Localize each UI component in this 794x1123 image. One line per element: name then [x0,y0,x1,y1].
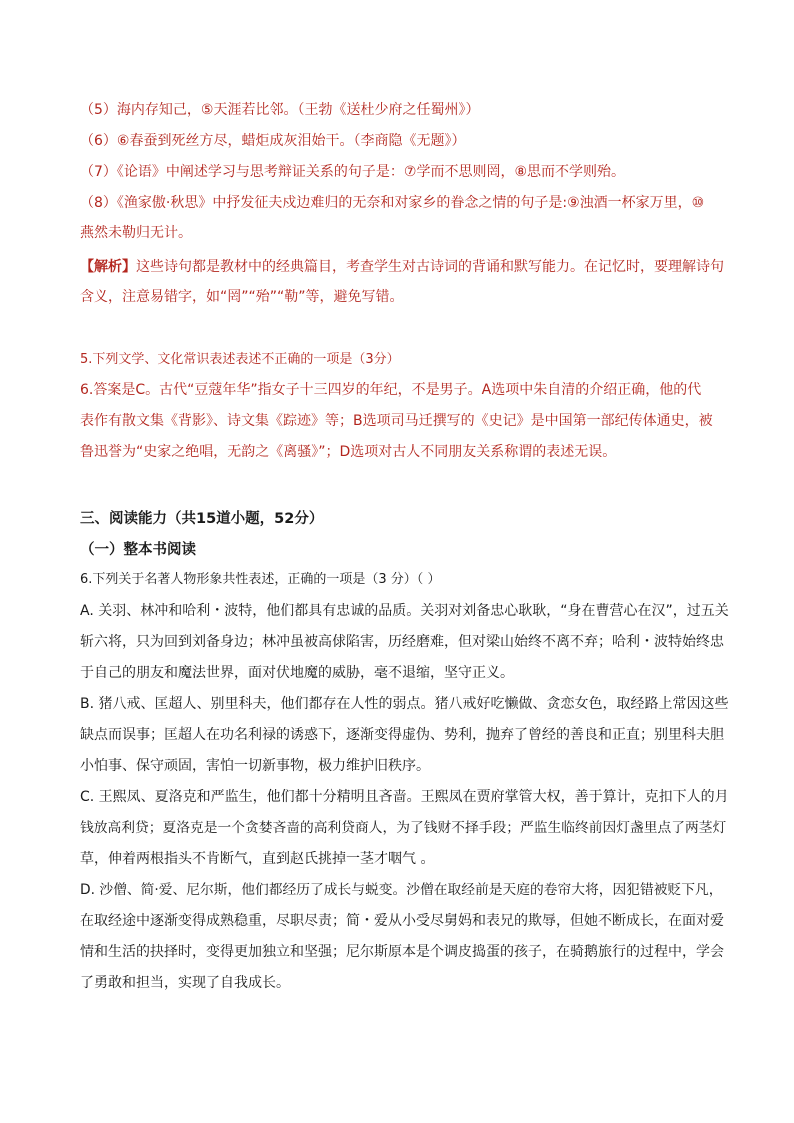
answer-line-6 [80,131,730,151]
answer-8-fill-1: ⑨浊酒一杯家万里，⑩ [567,195,705,211]
answer-line-7 [80,162,730,182]
option-a-text-3: 于自己的朋友和魔法世界，面对伏地魔的威胁，毫不退缩，坚守正义。 [80,665,514,681]
option-b-text-2: 缺点而误事；匡超人在功名利禄的诱惑下，逐渐变得虚伪、势利，抛弃了曾经的善良和正直；别里科夫胆 [80,727,724,743]
q5-answer-text-3: 鲁迅誉为“史家之绝唱，无韵之《离骚》”；D选项对古人不同朋友关系称谓的表述无误。 [80,444,617,460]
q5-question-text: 5.下列文学、文化常识表述表述不正确的一项是（3分） [80,352,400,367]
option-c-line-1 [80,787,730,807]
option-a-text-1: A. 关羽、林冲和哈利・波特，他们都具有忠诚的品质。关羽对刘备忠心耿耿，“身在曹营心在汉”，过五关 [80,603,729,619]
section-title-text: 三、阅读能力（共15道小题，52分） [80,511,324,527]
answer-5-prefix: （5）海内存知己， [80,102,201,118]
q5-answer-line-1 [80,380,730,400]
section-subtitle-text: （一）整本书阅读 [80,542,196,558]
option-b-text-3: 小怕事、保守顽固，害怕一切新事物，极力维护旧秩序。 [80,758,430,774]
section-subtitle [80,540,730,560]
option-c-text-1: C. 王熙凤、夏洛克和严监生，他们都十分精明且吝啬。王熙凤在贾府掌管大权，善于算计，克扣下人的月 [80,789,729,805]
q5-answer-text-2: 表作有散文集《背影》、诗文集《踪迹》等；B选项司马迁撰写的《史记》是中国第一部纪传体通史，被 [80,413,713,429]
option-c-line-3 [80,849,730,869]
option-a-line-2 [80,632,730,652]
analysis-tag: 【解析】 [80,259,136,275]
answer-6-source: 。（李商隐《无题》） [339,133,466,149]
option-c-text-2: 钱放高利贷；夏洛克是一个贪婪吝啬的高利贷商人，为了钱财不择手段；严监生临终前因灯盏里点了两茎灯 [80,820,727,836]
option-c-line-2 [80,818,730,838]
q5-answer-line-3 [80,442,730,462]
answer-5-source: 。（王勃《送杜少府之任蜀州》） [283,102,480,118]
option-a-text-2: 斩六将，只为回到刘备身边；林冲虽被高俅陷害，历经磨难，但对梁山始终不离不弃；哈利・波特始终忠 [80,634,724,650]
option-c-text-3: 草，伸着两根指头不肯断气，直到赵氏挑掉一茎才咽气 。 [80,851,435,867]
answer-line-8-cont [80,223,730,243]
analysis-text-1: 这些诗句都是教材中的经典篇目，考查学生对古诗词的背诵和默写能力。在记忆时，要理解诗句 [136,259,724,275]
answer-8-suffix: 。 [178,225,192,241]
q6-stem-text: 6.下列关于名著人物形象共性表述，正确的一项是（3 分）（ ） [80,572,441,587]
answer-6-prefix: （6） [80,133,117,149]
answer-6-fill: ⑥春蚕到死丝方尽，蜡炬成灰泪始干 [116,133,340,149]
answer-8-prefix: （8）《渔家傲·秋思》中抒发征夫戍边难归的无奈和对家乡的眷念之情的句子是: [80,195,568,211]
analysis-text-2: 含义，注意易错字，如“罔”“殆”“勒”等，避免写错。 [80,289,404,305]
option-d-line-4 [80,973,730,993]
analysis-line-1 [80,257,730,277]
answer-7-fill: ⑦学而不思则罔，⑧思而不学则殆 [403,164,612,180]
option-b-text-1: B. 猪八戒、匡超人、别里科夫，他们都存在人性的弱点。猪八戒好吃懒做、贪恋女色，取经路上常因这些 [80,696,729,712]
option-d-text-2: 在取经途中逐渐变得成熟稳重，尽职尽责；简・爱从小受尽舅妈和表兄的欺辱，但她不断成长，在面对爱 [80,913,724,929]
option-d-line-1 [80,880,730,900]
answer-line-8 [80,193,730,213]
section-title [80,509,730,529]
q5-answer-line-2 [80,411,730,431]
analysis-line-2 [80,287,730,307]
q5-answer-text-1: 6.答案是C。古代“豆蔻年华”指女子十三四岁的年纪，不是男子。A选项中朱自清的介绍正确，他的代 [80,382,702,398]
q5-question [80,350,730,370]
answer-7-suffix: 。 [611,164,626,180]
option-b-line-2 [80,725,730,745]
answer-7-prefix: （7）《论语》中阐述学习与思考辩证关系的句子是： [80,164,404,180]
option-d-line-2 [80,911,730,931]
option-a-line-1 [80,601,730,621]
option-a-line-3 [80,663,730,683]
option-d-text-4: 了勇敢和担当，实现了自我成长。 [80,975,290,991]
answer-line-5 [80,100,730,120]
option-b-line-1 [80,694,730,714]
option-d-text-1: D. 沙僧、简·爱、尼尔斯，他们都经历了成长与蜕变。沙僧在取经前是天庭的卷帘大将，因犯错被贬下凡， [80,882,723,898]
option-d-line-3 [80,942,730,962]
option-b-line-3 [80,756,730,776]
answer-8-fill-2: 燕然未勒归无计 [80,225,178,241]
option-d-text-3: 情和生活的抉择时，变得更加独立和坚强；尼尔斯原本是个调皮捣蛋的孩子，在骑鹅旅行的过程中，学会 [80,944,724,960]
answer-5-fill: ⑤天涯若比邻 [200,102,284,118]
q6-stem [80,570,730,590]
